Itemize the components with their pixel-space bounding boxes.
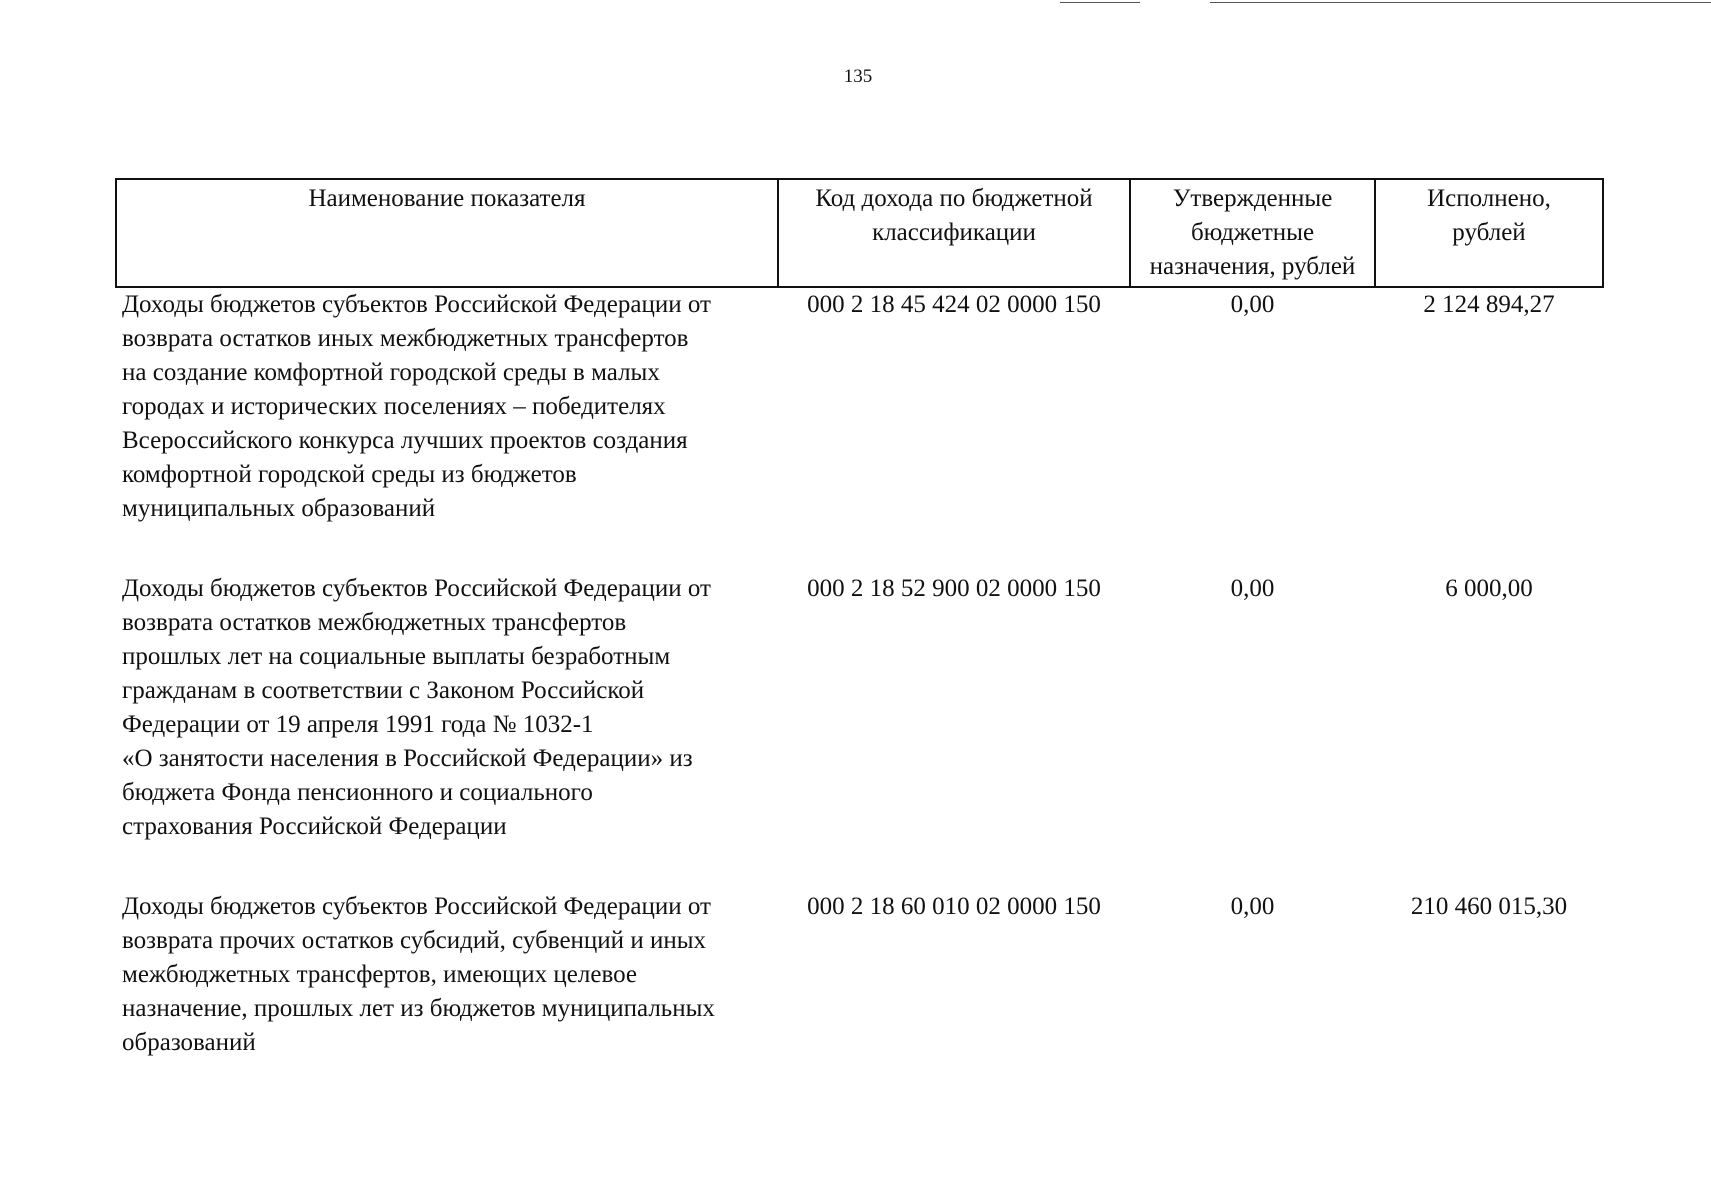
table-row — [116, 890, 1603, 1060]
header-name — [116, 179, 778, 287]
header-approved — [1130, 179, 1375, 287]
header-approved-line: назначения, рублей — [1149, 253, 1356, 280]
row-name-line: на создание комфортной городской среды в малых — [122, 359, 660, 386]
row-name-line: Доходы бюджетов субъектов Российской Федерации от — [122, 893, 711, 920]
row-name-line: возврата остатков иных межбюджетных трансфертов — [122, 325, 689, 352]
row-code-cell: 000 2 18 45 424 02 0000 150 — [807, 291, 1101, 318]
row-name-line: Доходы бюджетов субъектов Российской Федерации от — [122, 291, 711, 318]
header-code-line: Код дохода по бюджетной — [815, 185, 1093, 212]
row-approved-cell: 0,00 — [1230, 291, 1275, 318]
row-name-line: Федерации от 19 апреля 1991 года № 1032-1 — [122, 711, 594, 738]
scan-artifact-line — [1060, 2, 1140, 3]
header-name-text: Наименование показателя — [308, 185, 586, 212]
row-name-line: гражданам в соответствии с Законом Российской — [122, 677, 645, 704]
row-executed-cell: 6 000,00 — [1445, 575, 1533, 602]
row-name-line: бюджета Фонда пенсионного и социального — [122, 779, 593, 806]
row-name-cell — [116, 890, 778, 1060]
header-executed — [1375, 179, 1603, 287]
header-approved-line: Утвержденные — [1172, 185, 1333, 212]
row-approved-cell: 0,00 — [1230, 893, 1275, 920]
row-name-cell — [116, 572, 778, 890]
row-name-line: страхования Российской Федерации — [122, 813, 507, 840]
table-header-row — [116, 179, 1603, 287]
row-name-line: городах и исторических поселениях – победителях — [122, 393, 666, 420]
row-code-cell: 000 2 18 60 010 02 0000 150 — [807, 893, 1101, 920]
row-name-line: муниципальных образований — [122, 495, 436, 522]
row-approved-cell: 0,00 — [1230, 575, 1275, 602]
row-name-line: назначение, прошлых лет из бюджетов муниципальных — [122, 995, 715, 1022]
row-name-line: возврата остатков межбюджетных трансфертов — [122, 609, 627, 636]
row-code-cell: 000 2 18 52 900 02 0000 150 — [807, 575, 1101, 602]
row-name-cell — [116, 287, 778, 572]
header-code — [778, 179, 1130, 287]
header-executed-line: рублей — [1452, 219, 1526, 246]
table-row — [116, 572, 1603, 890]
page-number: 135 — [843, 66, 873, 87]
row-name-line: образований — [122, 1029, 256, 1056]
row-name-line: Доходы бюджетов субъектов Российской Федерации от — [122, 575, 711, 602]
header-code-line: классификации — [872, 219, 1036, 246]
row-executed-cell: 2 124 894,27 — [1423, 291, 1555, 318]
header-executed-line: Исполнено, — [1427, 185, 1551, 212]
header-approved-line: бюджетные — [1190, 219, 1315, 246]
row-name-line: Всероссийского конкурса лучших проектов создания — [122, 427, 688, 454]
row-name-line: межбюджетных трансфертов, имеющих целевое — [122, 961, 638, 988]
row-name-line: возврата прочих остатков субсидий, субвенций и иных — [122, 927, 706, 954]
row-executed-cell: 210 460 015,30 — [1410, 893, 1568, 920]
row-name-line: комфортной городской среды из бюджетов — [122, 461, 577, 488]
budget-income-table — [115, 178, 1604, 1060]
table-row — [116, 287, 1603, 572]
row-name-line: «О занятости населения в Российской Федерации» из — [122, 745, 693, 772]
scan-artifact-line — [1210, 2, 1711, 3]
row-name-line: прошлых лет на социальные выплаты безработным — [122, 643, 671, 670]
